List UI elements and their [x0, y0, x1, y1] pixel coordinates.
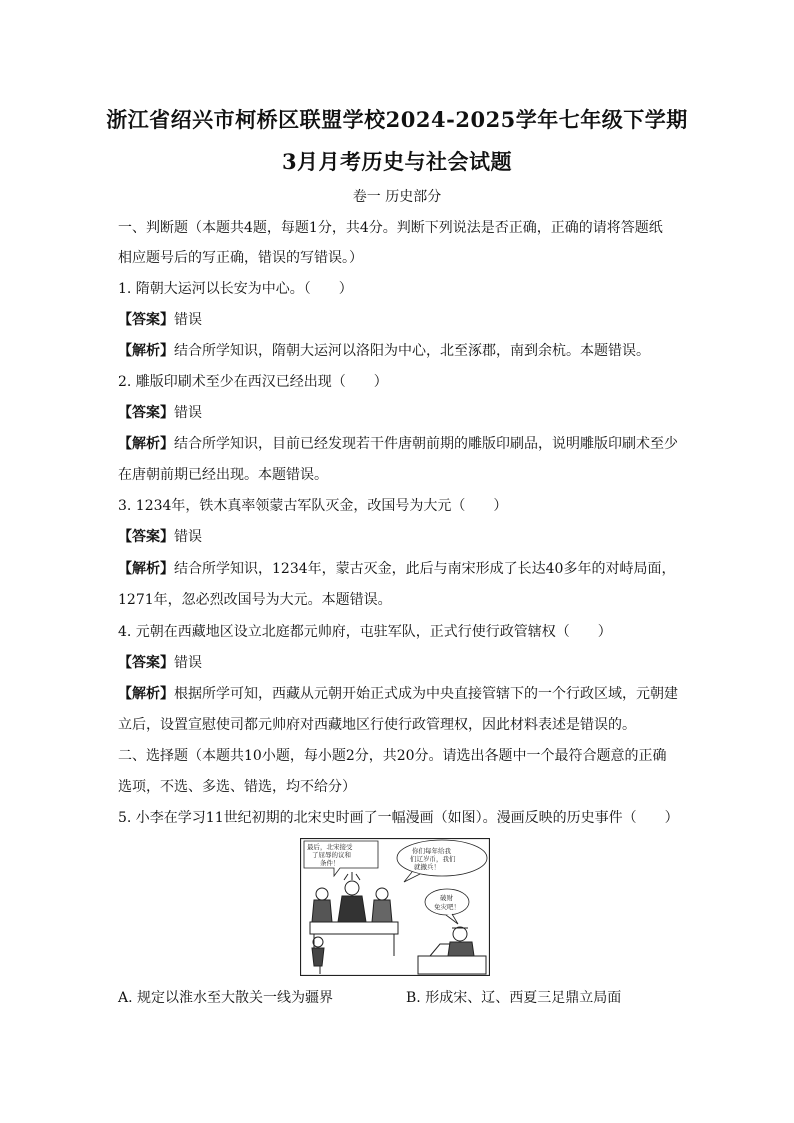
answer-value: 错误	[174, 655, 202, 671]
answer-tag: 【答案】	[118, 405, 174, 421]
document-title-line1: 浙江省绍兴市柯桥区联盟学校2024-2025学年七年级下学期	[106, 107, 688, 132]
question-4-analysis-cont: 立后，设置宣慰使司都元帅府对西藏地区行使行政管理权，因此材料表述是错误的。	[118, 717, 636, 733]
analysis-text: 根据所学可知，西藏从元朝开始正式成为中央直接管辖下的一个行政区域，元朝建	[174, 686, 678, 702]
analysis-tag: 【解析】	[118, 343, 174, 359]
question-2-stem: 2. 雕版印刷术至少在西汉已经出现（ ）	[118, 374, 388, 390]
bubble-small-text-1: 破财	[440, 894, 453, 902]
bubble-right-text-3: 就撤兵！	[414, 863, 440, 871]
analysis-text: 结合所学知识，隋朝大运河以洛阳为中心，北至涿郡，南到余杭。本题错误。	[174, 343, 650, 359]
section2-heading-line1: 二、选择题（本题共10小题，每小题2分，共20分。请选出各题中一个最符合题意的正确	[118, 748, 667, 764]
option-a: A. 规定以淮水至大散关一线为疆界	[118, 990, 334, 1006]
question-2-analysis	[118, 434, 688, 454]
question-4-analysis	[118, 684, 688, 704]
answer-value: 错误	[174, 529, 202, 545]
analysis-text: 结合所学知识，目前已经发现若干件唐朝前期的雕版印刷品，说明雕版印刷术至少	[174, 436, 678, 452]
answer-value: 错误	[174, 405, 202, 421]
bubble-small-text-2: 免灾吧！	[434, 903, 460, 911]
analysis-tag: 【解析】	[118, 686, 174, 702]
section2-heading-line2: 选项，不选、多选、错选，均不给分）	[118, 779, 356, 795]
option-b: B. 形成宋、辽、西夏三足鼎立局面	[406, 990, 622, 1006]
question-1-stem: 1. 隋朝大运河以长安为中心。（ ）	[118, 281, 353, 297]
question-5-stem: 5. 小李在学习11世纪初期的北宋史时画了一幅漫画（如图）。漫画反映的历史事件（ ）	[118, 810, 679, 826]
comic-illustration	[300, 838, 490, 976]
document-title-line2: 3月月考历史与社会试题	[281, 149, 513, 174]
answer-value: 错误	[174, 312, 202, 328]
analysis-text: 结合所学知识，1234年，蒙古灭金，此后与南宋形成了长达40多年的对峙局面，	[174, 561, 676, 577]
question-3-stem: 3. 1234年，铁木真率领蒙古军队灭金，改国号为大元（ ）	[118, 498, 508, 514]
bubble-left-text-2: 了屈辱的议和	[312, 851, 351, 859]
question-1-answer	[118, 310, 688, 330]
answer-tag: 【答案】	[118, 655, 174, 671]
section1-heading-line2: 相应题号后的写正确，错误的写错误。）	[118, 250, 363, 266]
question-2-analysis-cont: 在唐朝前期已经出现。本题错误。	[118, 467, 328, 483]
question-3-analysis	[118, 559, 688, 579]
section1-heading-line1: 一、判断题（本题共4题，每题1分，共4分。判断下列说法是否正确，正确的请将答题纸	[118, 220, 663, 236]
analysis-tag: 【解析】	[118, 561, 174, 577]
bubble-right-text-1: 你们每年给我	[412, 847, 451, 855]
question-4-stem: 4. 元朝在西藏地区设立北庭都元帅府，屯驻军队，正式行使行政管辖权（ ）	[118, 624, 612, 640]
bubble-left-text-3: 条件！	[320, 859, 340, 867]
question-3-analysis-cont: 1271年，忽必烈改国号为大元。本题错误。	[118, 592, 392, 608]
answer-tag: 【答案】	[118, 312, 174, 328]
section-subtitle: 卷一 历史部分	[352, 189, 442, 205]
question-1-analysis	[118, 341, 688, 361]
bubble-right-text-2: 们辽岁币，我们	[410, 855, 456, 863]
analysis-tag: 【解析】	[118, 436, 174, 452]
question-2-answer	[118, 403, 688, 423]
question-3-answer	[118, 527, 688, 547]
question-4-answer	[118, 653, 688, 673]
answer-tag: 【答案】	[118, 529, 174, 545]
bubble-left-text-1: 最后，北宋接受	[307, 843, 353, 851]
